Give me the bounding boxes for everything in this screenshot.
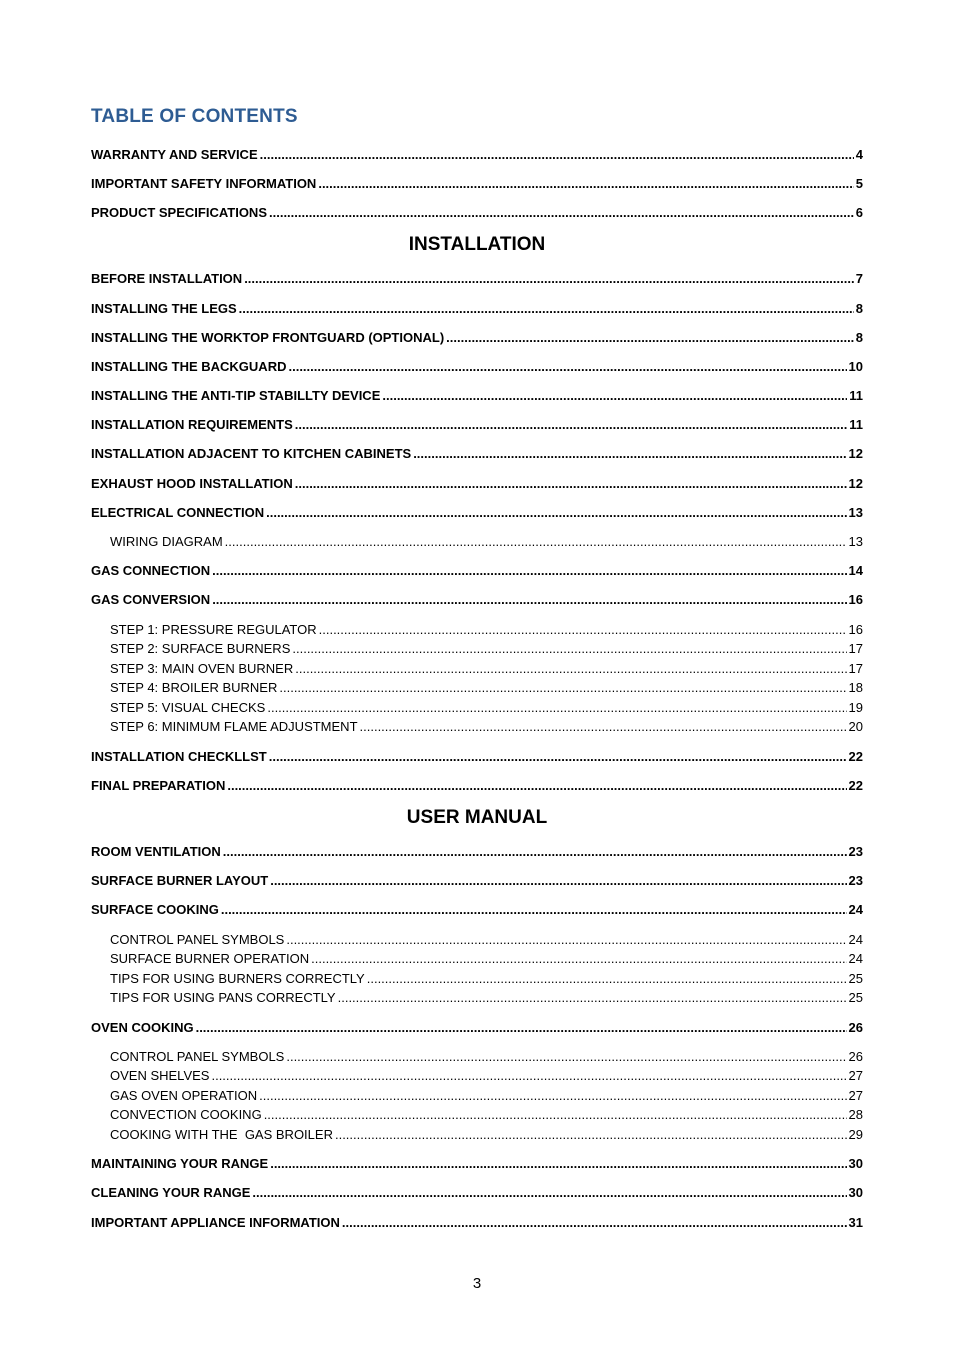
toc-entry-page: 26	[848, 1049, 863, 1064]
toc-entry-label: CONTROL PANEL SYMBOLS	[110, 932, 285, 947]
toc-entry-page: 24	[848, 902, 863, 917]
toc-entry-page: 7	[855, 271, 863, 286]
toc-entry-page: 22	[848, 778, 863, 793]
toc-entry-label: PRODUCT SPECIFICATIONS	[91, 205, 267, 220]
toc-entry-label: STEP 3: MAIN OVEN BURNER	[110, 661, 294, 676]
toc-entry[interactable]	[91, 902, 863, 917]
toc-entry-page: 30	[848, 1156, 863, 1171]
toc-entry[interactable]	[91, 417, 863, 432]
toc-entry-page: 29	[848, 1127, 863, 1142]
toc-entry[interactable]	[91, 1185, 863, 1200]
toc-entry-label: TIPS FOR USING BURNERS CORRECTLY	[110, 971, 365, 986]
toc-entry-page: 23	[848, 844, 863, 859]
toc-title: TABLE OF CONTENTS	[91, 106, 298, 127]
toc-entry-page: 20	[848, 719, 863, 734]
toc-subentry[interactable]	[91, 680, 863, 695]
user-manual-heading: USER MANUAL	[406, 807, 548, 828]
toc-entry[interactable]	[91, 271, 863, 286]
toc-entry-page: 19	[848, 700, 863, 715]
toc-entry-label: STEP 4: BROILER BURNER	[110, 680, 278, 695]
toc-entry-page: 31	[848, 1215, 863, 1230]
toc-entry[interactable]	[91, 330, 863, 345]
toc-entry-label: GAS CONVERSION	[91, 592, 211, 607]
toc-entry-page: 13	[848, 505, 863, 520]
toc-entry-label: BEFORE INSTALLATION	[91, 271, 243, 286]
toc-entry[interactable]	[91, 1020, 863, 1035]
toc-entry[interactable]	[91, 301, 863, 316]
toc-entry[interactable]	[91, 844, 863, 859]
toc-entry-label: ELECTRICAL CONNECTION	[91, 505, 265, 520]
toc-entry-label: STEP 5: VISUAL CHECKS	[110, 700, 266, 715]
toc-subentry[interactable]	[91, 641, 863, 656]
toc-subentry[interactable]	[91, 1107, 863, 1122]
toc-entry-page: 4	[855, 147, 863, 162]
toc-entry-page: 10	[848, 359, 863, 374]
toc-subentry[interactable]	[91, 1127, 863, 1142]
toc-entry-page: 18	[848, 680, 863, 695]
toc-entry-page: 27	[848, 1088, 863, 1103]
toc-entry[interactable]	[91, 592, 863, 607]
toc-entry-label: INSTALLATION ADJACENT TO KITCHEN CABINETS	[91, 446, 412, 461]
toc-entry-label: SURFACE BURNER OPERATION	[110, 951, 310, 966]
toc-entry[interactable]	[91, 563, 863, 578]
installation-heading: INSTALLATION	[408, 234, 546, 255]
toc-entry-page: 28	[848, 1107, 863, 1122]
toc-subentry[interactable]	[91, 1049, 863, 1064]
toc-entry[interactable]	[91, 1215, 863, 1230]
toc-entry-page: 13	[848, 534, 863, 549]
toc-entry-label: MAINTAINING YOUR RANGE	[91, 1156, 269, 1171]
toc-entry-label: GAS OVEN OPERATION	[110, 1088, 258, 1103]
toc-entry[interactable]	[91, 778, 863, 793]
toc-entry-page: 24	[848, 932, 863, 947]
toc-entry-page: 26	[848, 1020, 863, 1035]
toc-entry-label: TIPS FOR USING PANS CORRECTLY	[110, 990, 336, 1005]
toc-subentry[interactable]	[91, 534, 863, 549]
toc-entry[interactable]	[91, 476, 863, 491]
toc-entry[interactable]	[91, 873, 863, 888]
toc-subentry[interactable]	[91, 932, 863, 947]
toc-subentry[interactable]	[91, 1068, 863, 1083]
toc-entry-label: SURFACE BURNER LAYOUT	[91, 873, 269, 888]
toc-entry-label: OVEN SHELVES	[110, 1068, 210, 1083]
toc-entry-label: INSTALLATION CHECKLLST	[91, 749, 267, 764]
toc-entry-page: 24	[848, 951, 863, 966]
toc-entry-page: 25	[848, 971, 863, 986]
toc-entry-page: 23	[848, 873, 863, 888]
toc-entry-label: IMPORTANT APPLIANCE INFORMATION	[91, 1215, 340, 1230]
toc-entry-label: OVEN COOKING	[91, 1020, 194, 1035]
toc-entry[interactable]	[91, 205, 863, 220]
toc-entry[interactable]	[91, 388, 863, 403]
toc-entry-page: 8	[855, 330, 863, 345]
toc-entry-label: INSTALLING THE BACKGUARD	[91, 359, 287, 374]
toc-entry-label: EXHAUST HOOD INSTALLATION	[91, 476, 293, 491]
toc-entry-label: CLEANING YOUR RANGE	[91, 1185, 251, 1200]
toc-entry-label: SURFACE COOKING	[91, 902, 219, 917]
toc-entry-page: 16	[848, 622, 863, 637]
toc-entry-page: 22	[848, 749, 863, 764]
toc-subentry[interactable]	[91, 719, 863, 734]
toc-entry-page: 14	[848, 563, 863, 578]
page-number: 3	[472, 1275, 482, 1292]
toc-entry-page: 6	[855, 205, 863, 220]
toc-subentry[interactable]	[91, 971, 863, 986]
toc-entry[interactable]	[91, 749, 863, 764]
toc-entry[interactable]	[91, 446, 863, 461]
toc-entry-label: COOKING WITH THE GAS BROILER	[110, 1127, 333, 1142]
toc-subentry[interactable]	[91, 951, 863, 966]
toc-entry-label: INSTALLING THE LEGS	[91, 301, 237, 316]
toc-entry-label: INSTALLING THE ANTI-TIP STABILLTY DEVICE	[91, 388, 381, 403]
toc-entry-page: 11	[849, 417, 863, 432]
toc-entry-page: 8	[855, 301, 863, 316]
toc-entry-page: 12	[848, 446, 863, 461]
toc-entry-label: STEP 6: MINIMUM FLAME ADJUSTMENT	[110, 719, 358, 734]
toc-entry-page: 27	[848, 1068, 863, 1083]
toc-entry-label: ROOM VENTILATION	[91, 844, 221, 859]
toc-entry-label: INSTALLING THE WORKTOP FRONTGUARD (OPTIONAL)	[91, 330, 445, 345]
toc-entry-label: STEP 1: PRESSURE REGULATOR	[110, 622, 317, 637]
toc-entry-label: CONVECTION COOKING	[110, 1107, 262, 1122]
toc-entry-page: 5	[855, 176, 863, 191]
toc-entry-page: 12	[848, 476, 863, 491]
toc-entry[interactable]	[91, 1156, 863, 1171]
toc-entry-label: FINAL PREPARATION	[91, 778, 226, 793]
toc-subentry[interactable]	[91, 700, 863, 715]
toc-entry-label: INSTALLATION REQUIREMENTS	[91, 417, 293, 432]
toc-entry[interactable]	[91, 359, 863, 374]
toc-subentry[interactable]	[91, 661, 863, 676]
toc-entry[interactable]	[91, 505, 863, 520]
toc-entry-page: 17	[848, 661, 863, 676]
toc-subentry[interactable]	[91, 990, 863, 1005]
toc-entry-page: 30	[848, 1185, 863, 1200]
toc-entry-label: WARRANTY AND SERVICE	[91, 147, 258, 162]
toc-entry-page: 17	[848, 641, 863, 656]
toc-entry-label: IMPORTANT SAFETY INFORMATION	[91, 176, 317, 191]
toc-entry[interactable]	[91, 147, 863, 162]
toc-entry-label: WIRING DIAGRAM	[110, 534, 223, 549]
toc-subentry[interactable]	[91, 622, 863, 637]
toc-entry-label: STEP 2: SURFACE BURNERS	[110, 641, 291, 656]
toc-entry-label: CONTROL PANEL SYMBOLS	[110, 1049, 285, 1064]
toc-entry-page: 25	[848, 990, 863, 1005]
toc-entry-label: GAS CONNECTION	[91, 563, 211, 578]
toc-entry-page: 16	[848, 592, 863, 607]
toc-entry-page: 11	[849, 388, 863, 403]
toc-entry[interactable]	[91, 176, 863, 191]
toc-subentry[interactable]	[91, 1088, 863, 1103]
